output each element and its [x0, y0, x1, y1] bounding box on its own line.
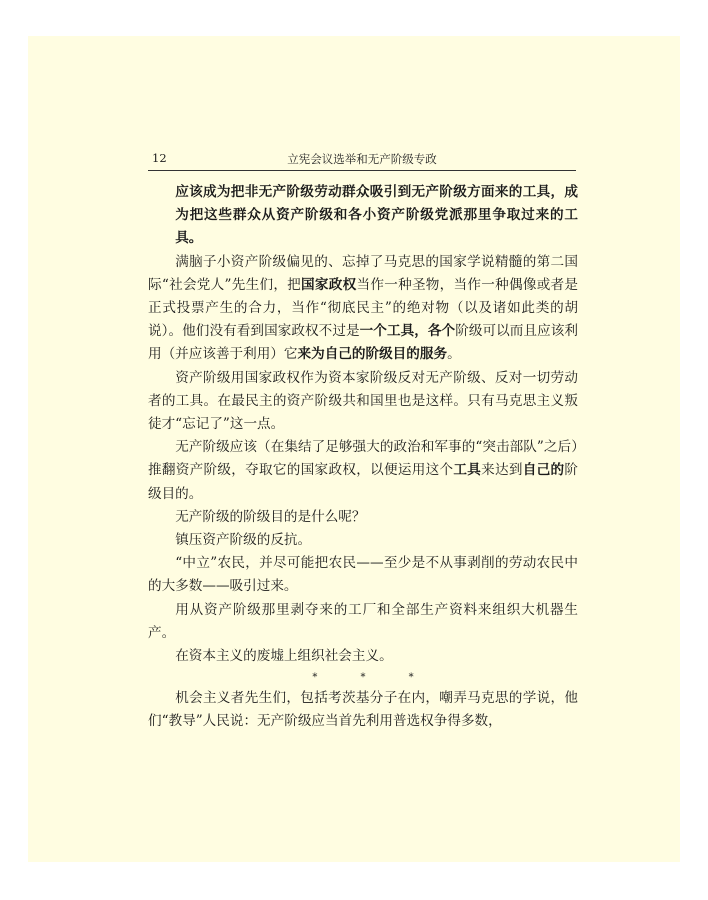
paragraph-1	[148, 251, 578, 367]
running-title: 立宪会议选举和无产阶级专政	[287, 152, 437, 166]
paragraph-3-text-d: 阶级目的。	[148, 462, 579, 502]
paragraph-4: 无产阶级的阶级目的是什么呢？	[175, 508, 366, 525]
paragraph-1-text-e: 。	[447, 346, 461, 363]
section-separator: * * *	[312, 672, 414, 684]
quote-paragraph: 应该成为把非无产阶级劳动群众吸引到无产阶级方面来的工具，成为把这些群众从资产阶级和各小资产阶级党派那里争取过来的工具。	[175, 184, 578, 247]
paragraph-9: 机会主义者先生们，包括考茨基分子在内，嘲弄马克思的学说，他们“教导”人民说：无产阶级应当首先利用普选权争得多数，	[148, 690, 578, 730]
paragraph-1-text-d: 阶级可以而且应该利用（并应该善于利用）它	[148, 323, 579, 363]
paragraph-1-bold-a: 国家政权	[301, 276, 357, 293]
paragraph-1-text-c: 当作一种圣物，当作一种偶像或者是正式投票产生的合力，当作“彻底民主”的绝对物（以及诸如此类的胡说）。他们没有看到国家政权不过是	[148, 276, 579, 340]
paragraph-1-bold-c: 来为自己的阶级目的服务	[297, 346, 448, 363]
paragraph-1-bold-b: 一个工具，各个	[359, 323, 456, 340]
paragraph-1-text-a: 满脑子小资产阶级偏见的、忘掉了马克思的国家学说精髓的第二国际“社会党人”先生们，把	[148, 253, 578, 293]
paragraph-5: 镇压资产阶级的反抗。	[175, 532, 312, 549]
paragraph-8: 在资本主义的废墟上组织社会主义。	[175, 648, 393, 665]
paragraph-3-bold-b: 自己的	[522, 462, 565, 479]
paragraph-3-text-a: 无产阶级应该（在集结了足够强大的政治和军事的“突击部队”之后）推翻资产阶级，夺取它的国家政权，以便运用这个	[148, 439, 578, 479]
paragraph-3-bold-a: 工具	[453, 462, 482, 479]
paragraph-2: 资产阶级用国家政权作为资本家阶级反对无产阶级、反对一切劳动者的工具。在最民主的资产阶级共和国里也是这样。只有马克思主义叛徒才“忘记了”这一点。	[148, 369, 578, 433]
paragraph-6: “中立”农民，并尽可能把农民——至少是不从事剥削的劳动农民中的大多数——吸引过来。	[148, 555, 578, 595]
paragraph-7: 用从资产阶级那里剥夺来的工厂和全部生产资料来组织大机器生产。	[148, 601, 578, 641]
page-number: 12	[152, 151, 167, 165]
page-body	[148, 181, 578, 734]
running-header	[148, 148, 576, 171]
paragraph-3-text-c: 来达到	[481, 462, 523, 479]
paragraph-3	[148, 436, 578, 506]
